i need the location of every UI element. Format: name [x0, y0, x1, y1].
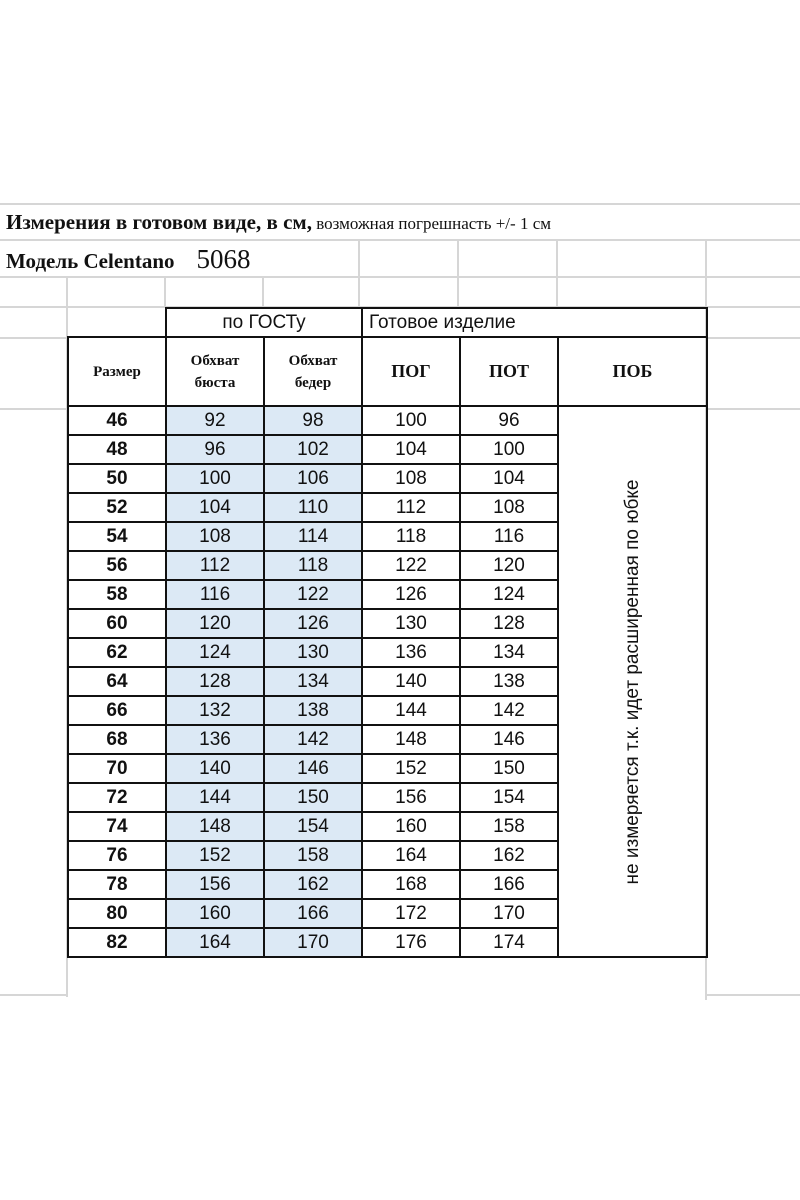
group-finished: Готовое изделие: [362, 308, 707, 337]
cell-pog: 118: [362, 522, 460, 551]
model-number: 5068: [196, 244, 251, 274]
cell-pog: 156: [362, 783, 460, 812]
cell-bust: 156: [166, 870, 264, 899]
cell-pog: 126: [362, 580, 460, 609]
gridline: [457, 240, 459, 308]
pob-note: не измеряется т.к. идет расширенная по юбке: [621, 479, 643, 884]
col-bust: Обхват бюста: [166, 337, 264, 406]
cell-size: 46: [68, 406, 166, 435]
cell-hips: 118: [264, 551, 362, 580]
cell-pog: 160: [362, 812, 460, 841]
cell-size: 72: [68, 783, 166, 812]
cell-bust: 160: [166, 899, 264, 928]
title-note: возможная погрешнасть +/- 1 см: [311, 214, 551, 233]
cell-size: 60: [68, 609, 166, 638]
cell-bust: 108: [166, 522, 264, 551]
gridline: [706, 337, 800, 339]
column-header-row: [68, 337, 707, 406]
cell-pog: 176: [362, 928, 460, 957]
cell-pog: 152: [362, 754, 460, 783]
cell-pot: 100: [460, 435, 558, 464]
cell-hips: 162: [264, 870, 362, 899]
cell-size: 82: [68, 928, 166, 957]
cell-hips: 166: [264, 899, 362, 928]
cell-bust: 96: [166, 435, 264, 464]
gridline: [0, 203, 800, 205]
cell-hips: 150: [264, 783, 362, 812]
document-title: [6, 206, 551, 238]
cell-size: 58: [68, 580, 166, 609]
cell-pot: 170: [460, 899, 558, 928]
group-header-row: [68, 308, 707, 337]
cell-size: 48: [68, 435, 166, 464]
cell-hips: 130: [264, 638, 362, 667]
cell-hips: 122: [264, 580, 362, 609]
cell-bust: 100: [166, 464, 264, 493]
col-pot: ПОТ: [460, 337, 558, 406]
cell-pot: 174: [460, 928, 558, 957]
cell-bust: 164: [166, 928, 264, 957]
pob-note-cell: [558, 406, 707, 957]
cell-pot: 120: [460, 551, 558, 580]
gridline: [706, 994, 800, 996]
cell-pot: 96: [460, 406, 558, 435]
cell-pog: 122: [362, 551, 460, 580]
col-hips: Обхват бедер: [264, 337, 362, 406]
cell-pog: 168: [362, 870, 460, 899]
cell-pot: 108: [460, 493, 558, 522]
cell-size: 74: [68, 812, 166, 841]
cell-hips: 158: [264, 841, 362, 870]
cell-pog: 136: [362, 638, 460, 667]
cell-pog: 108: [362, 464, 460, 493]
cell-pot: 154: [460, 783, 558, 812]
gridline: [164, 277, 166, 307]
gridline: [358, 240, 360, 308]
cell-pog: 112: [362, 493, 460, 522]
cell-size: 56: [68, 551, 166, 580]
cell-bust: 136: [166, 725, 264, 754]
cell-pog: 148: [362, 725, 460, 754]
cell-bust: 120: [166, 609, 264, 638]
cell-pog: 140: [362, 667, 460, 696]
gridline: [0, 408, 67, 410]
gridline: [0, 337, 67, 339]
model-label: Модель Celentano: [6, 249, 175, 273]
cell-hips: 98: [264, 406, 362, 435]
gridline: [262, 277, 264, 307]
cell-pot: 166: [460, 870, 558, 899]
cell-size: 66: [68, 696, 166, 725]
group-gost: по ГОСТу: [166, 308, 362, 337]
cell-bust: 112: [166, 551, 264, 580]
cell-size: 80: [68, 899, 166, 928]
cell-hips: 142: [264, 725, 362, 754]
cell-size: 78: [68, 870, 166, 899]
cell-bust: 92: [166, 406, 264, 435]
cell-pot: 116: [460, 522, 558, 551]
cell-bust: 132: [166, 696, 264, 725]
cell-hips: 154: [264, 812, 362, 841]
cell-size: 50: [68, 464, 166, 493]
cell-size: 70: [68, 754, 166, 783]
gridline: [0, 239, 800, 241]
cell-size: 64: [68, 667, 166, 696]
cell-pog: 130: [362, 609, 460, 638]
cell-size: 76: [68, 841, 166, 870]
gridline: [0, 276, 800, 278]
gridline: [706, 408, 800, 410]
cell-bust: 104: [166, 493, 264, 522]
cell-pot: 142: [460, 696, 558, 725]
cell-hips: 102: [264, 435, 362, 464]
col-pob: ПОБ: [558, 337, 707, 406]
cell-pot: 146: [460, 725, 558, 754]
cell-hips: 114: [264, 522, 362, 551]
cell-bust: 148: [166, 812, 264, 841]
cell-hips: 170: [264, 928, 362, 957]
gridline: [0, 994, 67, 996]
model-line: [6, 242, 251, 276]
cell-size: 54: [68, 522, 166, 551]
cell-pog: 172: [362, 899, 460, 928]
col-size: Размер: [68, 337, 166, 406]
col-pog: ПОГ: [362, 337, 460, 406]
cell-pot: 134: [460, 638, 558, 667]
cell-hips: 110: [264, 493, 362, 522]
cell-bust: 128: [166, 667, 264, 696]
cell-bust: 144: [166, 783, 264, 812]
cell-bust: 116: [166, 580, 264, 609]
table-row: [68, 406, 707, 435]
cell-bust: 152: [166, 841, 264, 870]
cell-pot: 138: [460, 667, 558, 696]
cell-pog: 164: [362, 841, 460, 870]
cell-pot: 104: [460, 464, 558, 493]
cell-hips: 106: [264, 464, 362, 493]
cell-bust: 124: [166, 638, 264, 667]
size-chart-table: [67, 307, 708, 958]
cell-pog: 104: [362, 435, 460, 464]
cell-hips: 126: [264, 609, 362, 638]
cell-pot: 162: [460, 841, 558, 870]
cell-pog: 144: [362, 696, 460, 725]
cell-pot: 128: [460, 609, 558, 638]
cell-size: 62: [68, 638, 166, 667]
cell-size: 52: [68, 493, 166, 522]
cell-hips: 146: [264, 754, 362, 783]
cell-pot: 158: [460, 812, 558, 841]
cell-hips: 138: [264, 696, 362, 725]
title-main: Измерения в готовом виде, в см,: [6, 210, 312, 234]
cell-hips: 134: [264, 667, 362, 696]
cell-pot: 150: [460, 754, 558, 783]
cell-bust: 140: [166, 754, 264, 783]
gridline: [556, 240, 558, 308]
cell-size: 68: [68, 725, 166, 754]
cell-pot: 124: [460, 580, 558, 609]
cell-pog: 100: [362, 406, 460, 435]
